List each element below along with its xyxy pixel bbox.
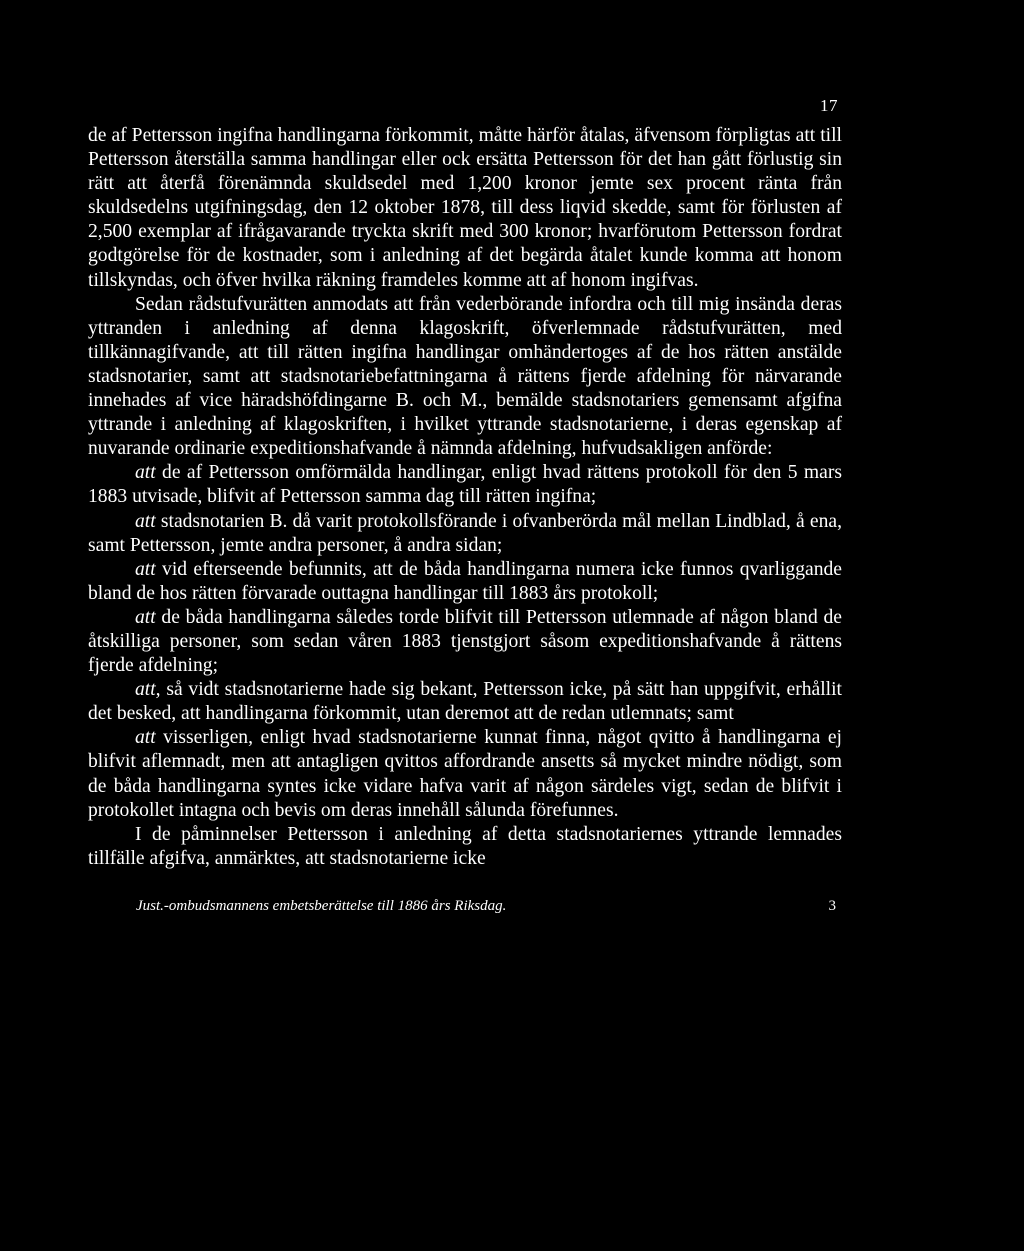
paragraph-text: Sedan rådstufvurätten anmodats att från vederbörande infordra och till mig insända deras yttranden i anledning af denna klagoskrift, öfverlemnade rådstufvurätten, med tillkännagifvande, att till rätten ingifna handlingar omhändertoges af de hos rätten anstälde stadsnotarier, samt att stadsnotariebefattningarna å rättens fjerde afdelning för närvarande innehades af vice häradshöfdingarne B. och M., bemälde stadsnotariers gemensamt afgifna yttrande i anledning af klagoskriften, i hvilket yttrande stadsnotarierne, i deras egenskap af nuvarande ordinarie expeditionshafvande å nämnda afdelning, hufvudsakligen anförde: [88,293,842,460]
paragraph [88,510,842,558]
body-text [88,124,842,871]
paragraph [88,678,842,726]
paragraph [88,124,842,293]
paragraph-text: de af Pettersson omförmälda handlingar, enligt hvad rättens protokoll för den 5 mars 1883 utvisade, blifvit af Pettersson samma dag till rätten ingifna; [88,462,842,508]
paragraph-text: så vidt stadsnotarierne hade sig bekant, Pettersson icke, på sätt han uppgifvit, erhållit det besked, att handlingarna förkommit, utan deremot att de redan utlemnats; samt [88,679,842,725]
page-number: 17 [820,96,838,115]
footer-title: Just.-ombudsmannens embetsberättelse till 1886 års Riksdag. [136,898,507,914]
paragraph-lead: att [135,462,156,484]
paragraph-text: de af Pettersson ingifna handlingarna förkommit, måtte härför åtalas, äfvensom förpligtas att till Pettersson återställa samma handlingar eller ock ersätta Pettersson för det han gått förlustig sin rätt att återfå förenämnda skuldsedel med 1,200 kronor jemte sex procent ränta från skuldsedelns utgifningsdag, den 12 oktober 1878, till dess liqvid skedde, samt för förlusten af 2,500 exemplar af ifrågavarande tryckta skrift med 300 kronor; hvarförutom Pettersson fordrat godtgörelse för de kostnader, som i anledning af det begärda åtalet kunde komma att honom tillskyndas, och öfver hvilka räkning framdeles komme att af honom ingifvas. [88,125,842,291]
paragraph-lead: att [135,558,156,580]
signature-mark: 3 [828,898,836,914]
paragraph-text: stadsnotarien B. då varit protokollsförande i ofvanberörda mål mellan Lindblad, å ena, samt Pettersson, jemte andra personer, å andra sidan; [88,510,842,556]
paragraph [88,726,842,822]
paragraph-lead: att [135,510,156,532]
paragraph-lead: att [135,727,156,749]
paragraph-text: I de påminnelser Pettersson i anledning af detta stadsnotariernes yttrande lemnades tillfälle afgifva, anmärktes, att stadsnotarierne icke [88,823,842,869]
paragraph-text: de båda handlingarna således torde blifvit till Pettersson utlemnade af någon bland de åtskilliga personer, som sedan våren 1883 tjenstgjort såsom expeditionshafvande å rättens fjerde afdelning; [88,606,842,677]
page-footer [136,898,836,915]
paragraph [88,558,842,606]
paragraph [88,461,842,509]
paragraph-text: visserligen, enligt hvad stadsnotarierne kunnat finna, något qvitto å handlingarna ej blifvit aflemnadt, men att antagligen qvittos affordrande ansetts så mycket mindre nödigt, som de båda handlingarna syntes icke vidare hafva varit af någon särdeles vigt, sedan de blifvit i protokollet intagna och bevis om deras innehåll sålunda förefunnes. [88,727,842,821]
paragraph [88,606,842,678]
paragraph-lead: att [135,606,156,628]
paragraph [88,293,842,462]
paragraph-text: vid efterseende befunnits, att de båda handlingarna numera icke funnos qvarliggande bland de hos rätten förvarade outtagna handlingar till 1883 års protokoll; [88,558,842,604]
paragraph-lead: att, [135,679,161,701]
paragraph [88,823,842,871]
